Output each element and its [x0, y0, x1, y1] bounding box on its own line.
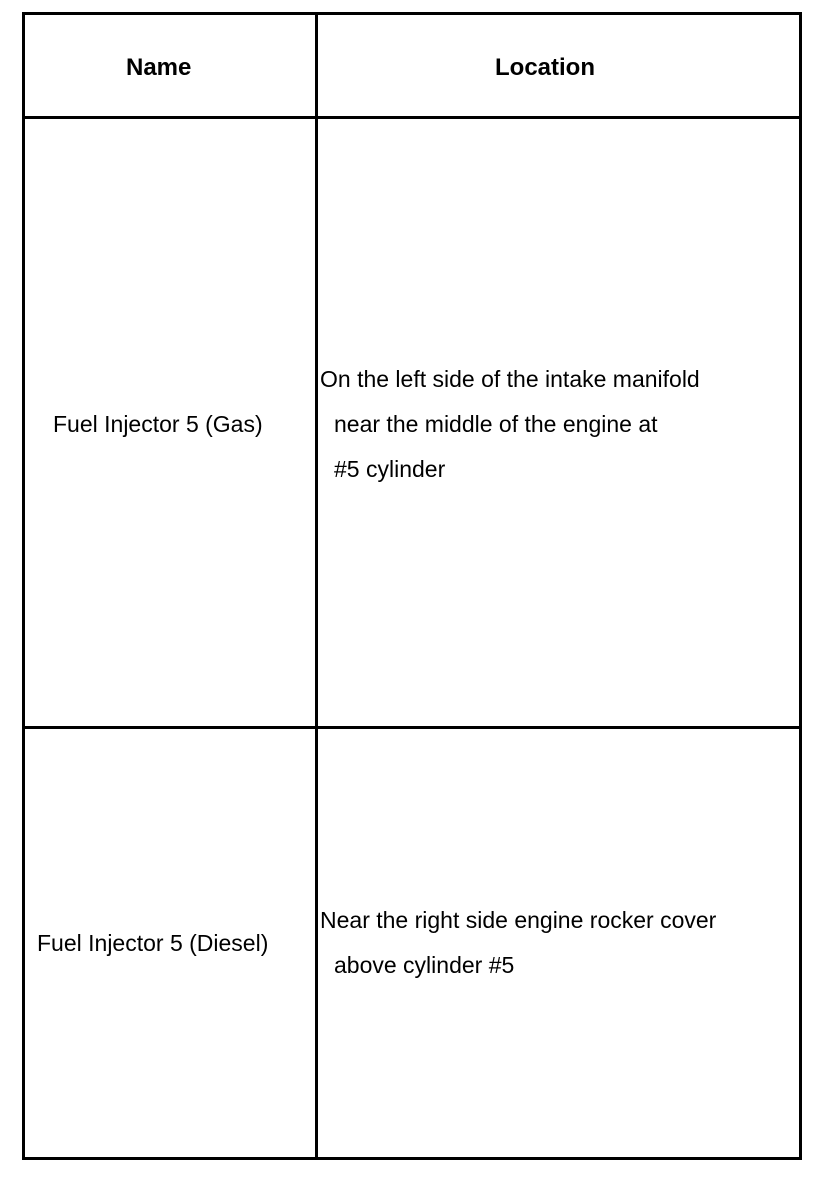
header-row-separator	[22, 116, 802, 119]
row-2-location-line-1: Near the right side engine rocker cover	[320, 907, 717, 933]
row-2-location	[320, 898, 716, 988]
row-2-location-line-2: above cylinder #5	[334, 952, 515, 978]
header-location: Location	[495, 54, 595, 81]
table-top-border	[22, 12, 802, 15]
row-1-location-line-2: near the middle of the engine at	[334, 411, 658, 437]
row-1-location-line-1: On the left side of the intake manifold	[320, 366, 700, 392]
row-1-location	[320, 357, 700, 492]
row-1-location-line-3: #5 cylinder	[334, 456, 446, 482]
row-1-name: Fuel Injector 5 (Gas)	[53, 411, 263, 437]
header-name: Name	[126, 54, 192, 81]
row-2-name: Fuel Injector 5 (Diesel)	[37, 930, 269, 956]
table-bottom-border	[22, 1157, 802, 1160]
table-left-border	[22, 12, 25, 1160]
column-separator	[315, 12, 318, 1160]
table-right-border	[799, 12, 802, 1160]
row-separator	[22, 726, 802, 729]
